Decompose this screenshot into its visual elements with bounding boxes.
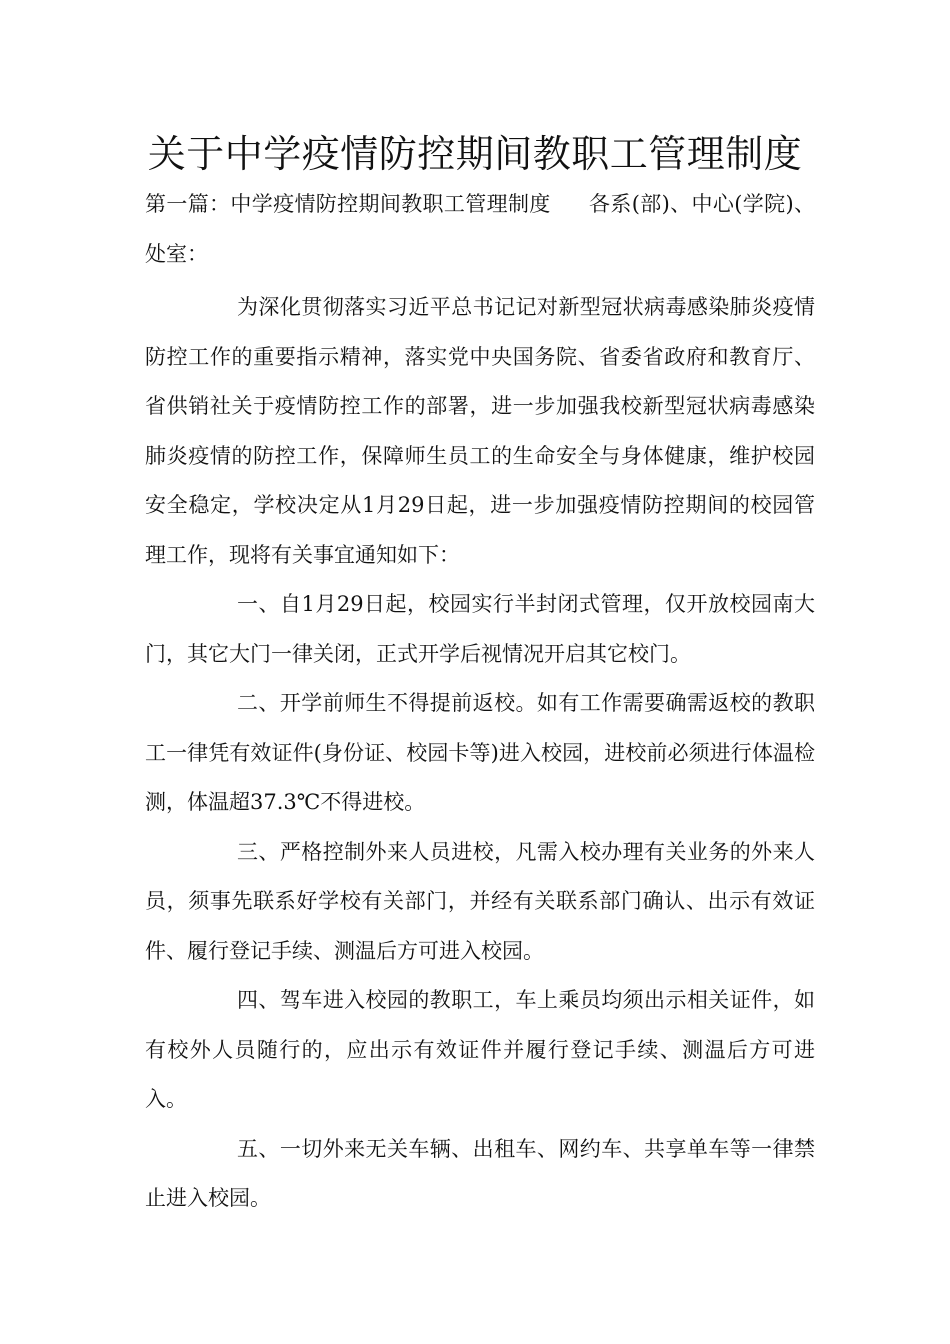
document-title: 关于中学疫情防控期间教职工管理制度 [147,132,803,176]
intro-addressee: 各系(部)、中心(学院)、处室： [145,192,816,266]
paragraph-item-3: 三、严格控制外来人员进校，凡需入校办理有关业务的外来人员，须事先联系好学校有关部门，并经有关联系部门确认、出示有效证件、履行登记手续、测温后方可进入校园。 [145,839,815,963]
paragraph-item-2: 二、开学前师生不得提前返校。如有工作需要确需返校的教职工一律凭有效证件(身份证、校园卡等)进入校园，进校前必须进行体温检测，体温超37.3℃不得进校。 [145,691,815,814]
paragraph-item-4: 四、驾车进入校园的教职工，车上乘员均须出示相关证件，如有校外人员随行的，应出示有效证件并履行登记手续、测温后方可进入。 [145,988,815,1111]
paragraph-item-1: 一、自1月29日起，校园实行半封闭式管理，仅开放校园南大门，其它大门一律关闭，正式开学后视情况开启其它校门。 [145,592,815,666]
intro-line [145,180,815,279]
intro-heading: 第一篇：中学疫情防控期间教职工管理制度 [145,192,551,216]
paragraph-item-5: 五、一切外来无关车辆、出租车、网约车、共享单车等一律禁止进入校园。 [145,1136,815,1210]
paragraph-preamble: 为深化贯彻落实习近平总书记记对新型冠状病毒感染肺炎疫情防控工作的重要指示精神，落实党中央国务院、省委省政府和教育厅、省供销社关于疫情防控工作的部署，进一步加强我校新型冠状病毒感染肺炎疫情的防控工作，保障师生员工的生命安全与身体健康，维护校园安全稳定，学校决定从1月29日起，进一步加强疫情防控期间的校园管理工作，现将有关事宜通知如下： [145,295,815,567]
document-body [145,180,815,1224]
